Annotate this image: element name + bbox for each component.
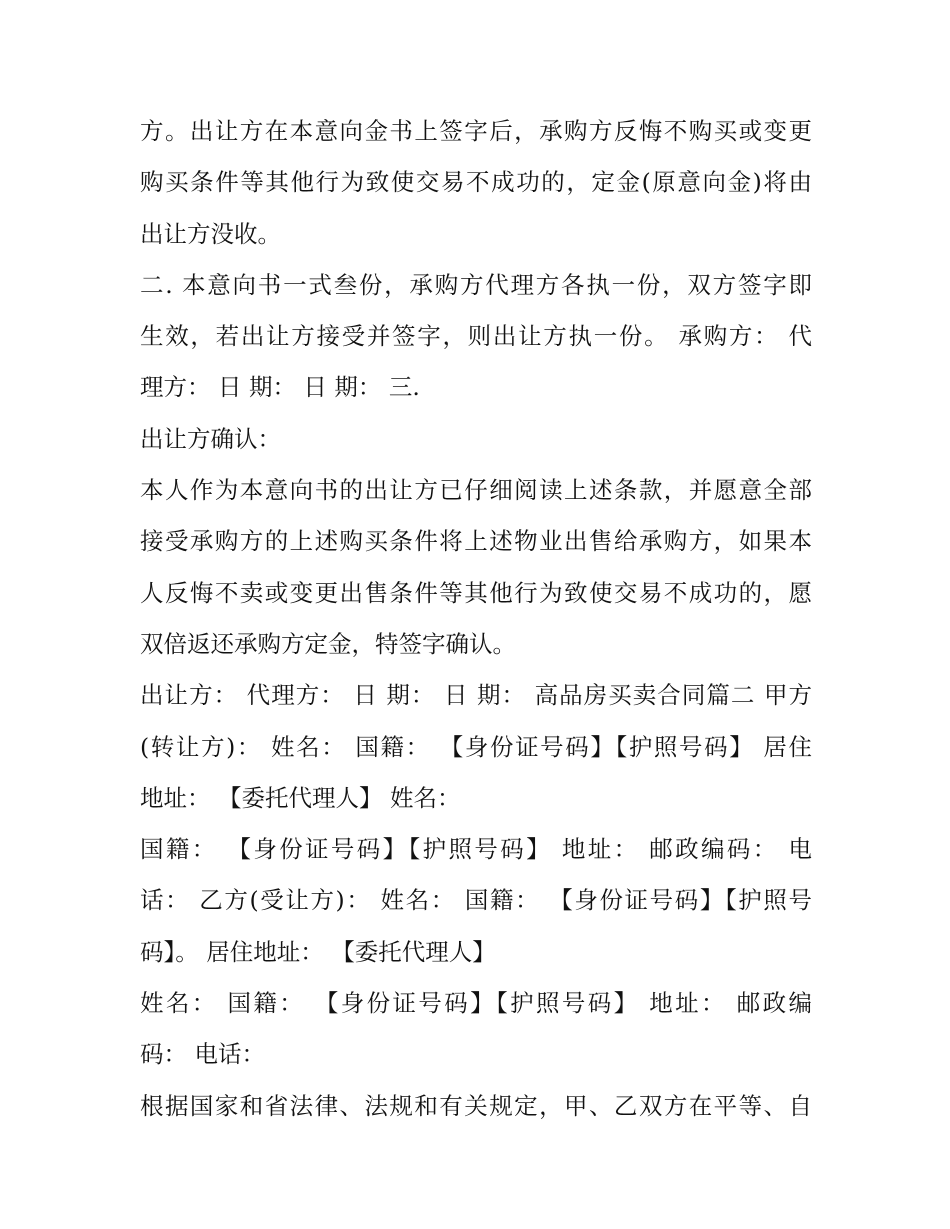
text-line: 二. 本意向书一式叁份，承购方代理方各执一份，双方签字即 [140, 270, 812, 299]
text-line: 理方： 日 期： 日 期： 三. [140, 373, 420, 402]
text-line: (转让方)： 姓名： 国籍： 【身份证号码】【护照号码】 居住 [140, 732, 812, 761]
text-line: 姓名： 国籍： 【身份证号码】【护照号码】 地址： 邮政编 [140, 989, 812, 1018]
text-line: 接受承购方的上述购买条件将上述物业出售给承购方，如果本 [140, 527, 812, 556]
text-line: 地址： 【委托代理人】 姓名： [140, 783, 461, 812]
text-line: 人反悔不卖或变更出售条件等其他行为致使交易不成功的，愿 [140, 578, 812, 607]
text-line: 购买条件等其他行为致使交易不成功的，定金(原意向金)将由 [140, 168, 812, 197]
text-line: 根据国家和省法律、法规和有关规定，甲、乙双方在平等、自 [140, 1091, 812, 1120]
text-line: 方。出让方在本意向金书上签字后，承购方反悔不购买或变更 [140, 117, 812, 145]
text-line: 生效，若出让方接受并签字，则出让方执一份。 承购方： 代 [140, 322, 812, 351]
text-line: 出让方： 代理方： 日 期： 日 期： 高品房买卖合同篇二 甲方 [140, 681, 812, 710]
text-line: 双倍返还承购方定金，特签字确认。 [140, 629, 516, 658]
text-line: 国籍： 【身份证号码】【护照号码】 地址： 邮政编码： 电 [140, 835, 812, 864]
document-body [140, 106, 812, 1132]
text-line: 码】。 居住地址： 【委托代理人】 [140, 937, 496, 966]
text-line: 出让方没收。 [140, 219, 281, 248]
text-line: 本人作为本意向书的出让方已仔细阅读上述条款，并愿意全部 [140, 476, 812, 505]
text-line: 话： 乙方(受让方)： 姓名： 国籍： 【身份证号码】【护照号 [140, 886, 812, 915]
text-line: 码： 电话： [140, 1040, 265, 1069]
text-line: 出让方确认： [140, 424, 281, 453]
